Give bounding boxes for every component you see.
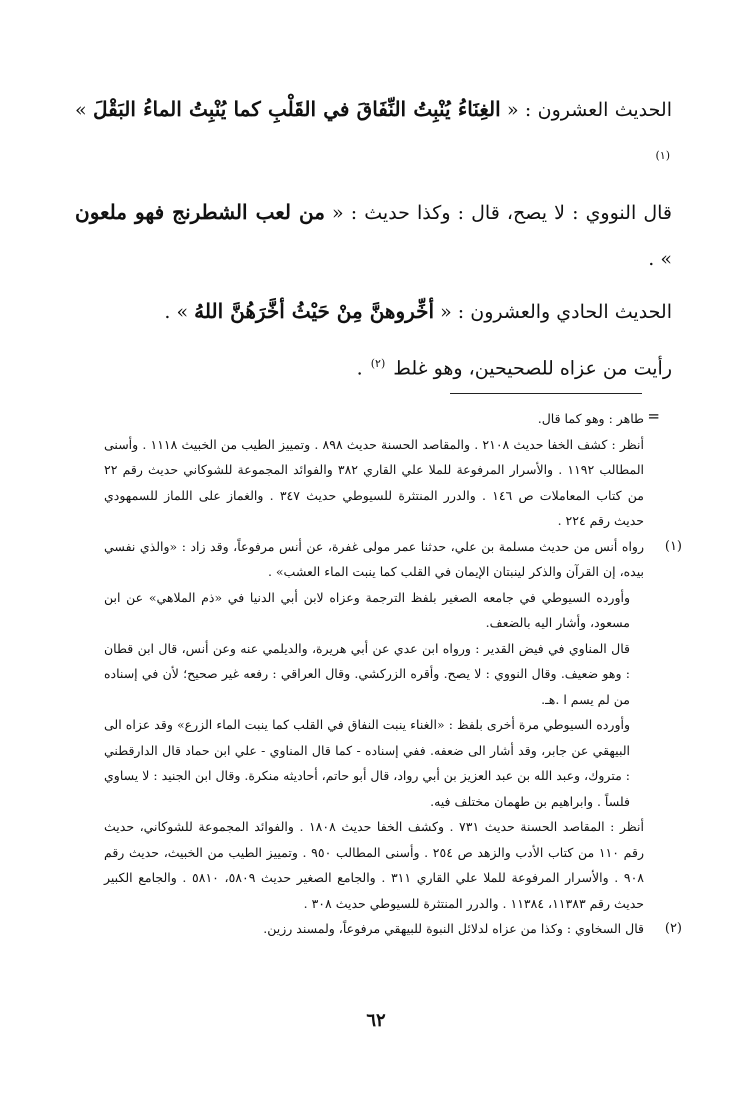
hadith-21-prefix: الحديث الحادي والعشرون : « <box>440 301 672 324</box>
hadith-21-quote: أخِّروهنَّ مِنْ حَيْثُ أخَّرَهُنَّ اللهُ <box>194 299 435 324</box>
hadith-21-suffix: » . <box>164 301 189 324</box>
continuation-mark: = <box>647 407 660 425</box>
chess-hadith-quote: من لعب الشطرنج فهو ملعون <box>75 200 325 225</box>
nawawi-prefix: قال النووي : لا يصح، قال : وكذا حديث : « <box>332 202 673 225</box>
hadith-20-prefix: الحديث العشرون : « <box>506 99 672 121</box>
footnote-1-text-b: وأورده السيوطي في جامعه الصغير بلفظ الترجمة وعزاه لابن أبي الدنيا في «ذم الملاهي» عن ابن مسعود، وأشار اليه بالضعف. <box>104 589 630 630</box>
footnote-2-number: (٢) <box>664 921 682 936</box>
continued-note-references: أنظر : كشف الخفا حديث ٢١٠٨ . والمقاصد الحسنة حديث ٨٩٨ . وتمييز الطيب من الخبيث ١١١٨ . وأسنى المطالب ١١٩٢ . والأسرار المرفوعة للملا علي القاري ٣٨٢ والفوائد المجموعة للشوكاني حديث رقم ٢٢ من كتاب المعاملات ص ١٤٦ . والدرر المنتثرة للسيوطي حديث ٣٤٧ . والغماز على اللماز للسمهودي حديث رقم ٢٢٤ . <box>104 436 644 528</box>
footnote-ref-1: (١) <box>655 149 670 162</box>
footnote-divider <box>450 393 642 394</box>
footnotes <box>104 406 682 942</box>
main-text <box>75 86 672 398</box>
hadith-20-suffix: » <box>75 99 87 121</box>
footnote-1 <box>104 534 682 917</box>
hadith-21-paragraph <box>75 288 672 335</box>
nawawi-suffix: » . <box>648 248 672 271</box>
hadith-20-quote: الغِنَاءُ يُنْبِتُ النِّفَاقَ في القَلْبِ كما يُنْبِتُ الماءُ البَقْلَ <box>92 97 501 121</box>
footnote-ref-2: (٢) <box>370 357 386 371</box>
footnote-1-text-c: قال المناوي في فيض القدير : ورواه ابن عدي عن أبي هريرة، والديلمي عنه وعن أنس، قال ابن قطان : وهو ضعيف. وقال النووي : لا يصح. وأقره الزركشي. وقال العراقي : رفعه غير صحيح؛ لأن في إسناده من لم يسم ا .هـ. <box>104 640 630 707</box>
page-number: ٦٢ <box>366 1010 386 1031</box>
hadith-20-paragraph <box>75 86 672 183</box>
footnote-1-text-e: أنظر : المقاصد الحسنة حديث ٧٣١ . وكشف الخفا حديث ١٨٠٨ . والفوائد المجموعة للشوكاني، حديث رقم ١١٠ من كتاب الأدب والزهد ص ٢٥٤ . وأسنى المطالب ٩٥٠ . وتمييز الطيب من الخبيث، حديث رقم ٩٠٨ . والأسرار المرفوعة للملا علي القاري ٣١١ . والجامع الصغير حديث ٥٨٠٩، ٥٨١٠ . والجامع الكبير حديث رقم ١١٣٨٣، ١١٣٨٤ . والدرر المنتثرة للسيوطي حديث ٣٠٨ . <box>104 819 645 911</box>
attribution-paragraph <box>75 341 672 391</box>
footnote-1-text-d: وأورده السيوطي مرة أخرى بلفظ : «الغناء ينبت النفاق في القلب كما ينبت الماء الزرع» وقد عزاه الى البيهقي عن جابر، وقد أشار الى ضعفه. ففي إسناده - كما قال المناوي - علي ابن حماد قال الدارقطني : متروك، وعبد الله بن عبد العزيز بن أبي رواد، قال أبو حاتم، أحاديثه منكرة. وقال ابن الجنيد : لا يساوي فلساً . وابراهيم بن طهمان مختلف فيه. <box>104 717 630 809</box>
attribution-end: . <box>356 357 363 380</box>
continued-note-line: طاهر : وهو كما قال. <box>537 411 644 426</box>
attribution-text: رأيت من عزاه للصحيحين، وهو غلط <box>393 357 672 380</box>
nawawi-paragraph <box>75 189 672 282</box>
footnote-1-number: (١) <box>664 538 682 554</box>
footnote-2 <box>104 916 682 942</box>
footnote-2-text: قال السخاوي : وكذا من عزاه لدلائل النبوة للبيهقي مرفوعاً، ولمسند رزين. <box>263 921 644 936</box>
footnote-1-text-a: رواه أنس من حديث مسلمة بن علي، حدثنا عمر مولى غفرة، عن أنس مرفوعاً، وقد زاد : «والذي نفسي بيده، إن القرآن والذكر لينبتان الإيمان في القلب كما ينبت الماء العشب» . <box>104 538 644 579</box>
